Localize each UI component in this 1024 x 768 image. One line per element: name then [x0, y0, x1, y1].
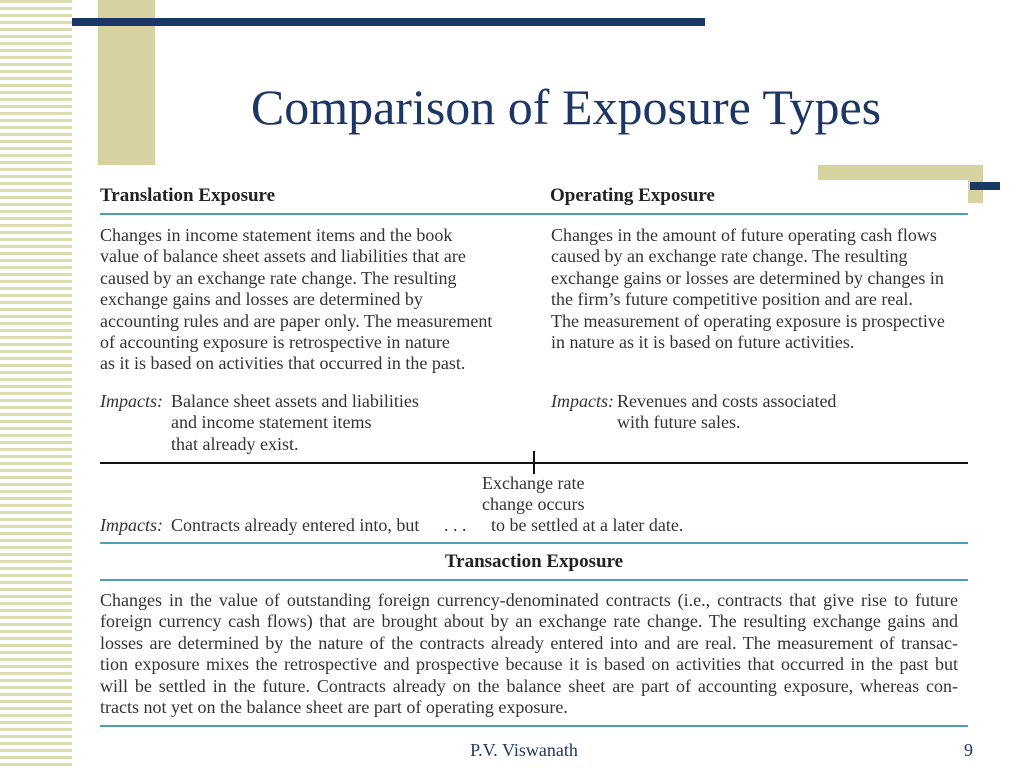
bottom-rule	[100, 725, 968, 727]
page-number: 9	[964, 740, 973, 760]
transaction-description-line: will be settled in the future. Contracts already on the balance sheet are part of accounting exposure, whereas con-	[100, 675, 958, 696]
translation-description-line: value of balance sheet assets and liabilities that are	[100, 246, 466, 267]
operating-description-line: exchange gains or losses are determined by changes in	[551, 267, 944, 288]
operating-description-line: in nature as it is based on future activities.	[551, 331, 855, 352]
transaction-description-line: Changes in the value of outstanding foreign currency-denominated contracts (i.e., contracts that give rise to future	[100, 590, 958, 610]
header-rule	[100, 213, 968, 215]
translation-impacts-label: Impacts:	[100, 391, 163, 411]
accent-bar-right	[970, 182, 1000, 190]
left-stripe-band	[0, 0, 72, 768]
translation-description-line: of accounting exposure is retrospective in nature	[100, 331, 450, 352]
accent-bar-top	[72, 18, 705, 26]
timeline-ellipsis: . . .	[444, 515, 467, 535]
translation-description-line: as it is based on activities that occurred in the past.	[100, 353, 466, 374]
section-rule	[100, 579, 968, 581]
transaction-description-line: foreign currency cash flows) that are brought about by an exchange rate change. The resulting exchange gains and	[100, 611, 958, 632]
translation-impacts-line: that already exist.	[171, 433, 299, 454]
translation-impacts	[171, 391, 419, 455]
operating-impacts-line: Revenues and costs associated	[617, 391, 837, 411]
translation-impacts-line: Balance sheet assets and liabilities	[171, 391, 419, 411]
timeline-event-line: Exchange rate	[482, 473, 585, 493]
operating-description-line: The measurement of operating exposure is prospective	[551, 310, 945, 331]
timeline-impacts-after: to be settled at a later date.	[491, 515, 684, 535]
translation-description-line: caused by an exchange rate change. The resulting	[100, 267, 457, 288]
operating-impacts-line: with future sales.	[617, 412, 741, 433]
accent-block-right	[818, 165, 983, 180]
operating-description-line: the firm’s future competitive position and are real.	[551, 289, 913, 310]
operating-description	[551, 225, 945, 353]
translation-description	[100, 225, 492, 375]
translation-description-line: accounting rules and are paper only. The measurement	[100, 310, 493, 331]
translation-description-line: exchange gains and losses are determined by	[100, 289, 423, 310]
timeline-event-label	[482, 473, 584, 515]
translation-impacts-line: and income statement items	[171, 412, 372, 433]
section-rule	[100, 542, 968, 544]
timeline-event-tick	[533, 451, 535, 474]
operating-description-line: Changes in the amount of future operating cash flows	[551, 225, 937, 245]
transaction-description-line: tion exposure mixes the retrospective and prospective because it is based on activities that occurred in the past but	[100, 654, 958, 675]
transaction-description-line: losses are determined by the nature of the contracts already entered into and are real. The measurement of transac-	[100, 632, 958, 653]
operating-description-line: caused by an exchange rate change. The resulting	[551, 246, 908, 267]
timeline-impacts-before: Contracts already entered into, but	[171, 515, 420, 535]
transaction-description	[100, 590, 958, 718]
timeline-event-line: change occurs	[482, 494, 585, 514]
footer-author: P.V. Viswanath	[470, 740, 578, 760]
operating-exposure-heading: Operating Exposure	[550, 185, 715, 206]
translation-description-line: Changes in income statement items and the book	[100, 225, 453, 245]
transaction-exposure-heading: Transaction Exposure	[444, 551, 624, 572]
operating-impacts	[617, 391, 836, 434]
operating-impacts-label: Impacts:	[551, 391, 614, 411]
timeline-impacts-label: Impacts:	[100, 515, 163, 535]
transaction-description-line: tracts not yet on the balance sheet are part of operating exposure.	[100, 696, 568, 717]
slide-title: Comparison of Exposure Types	[250, 79, 882, 135]
translation-exposure-heading: Translation Exposure	[100, 185, 276, 206]
